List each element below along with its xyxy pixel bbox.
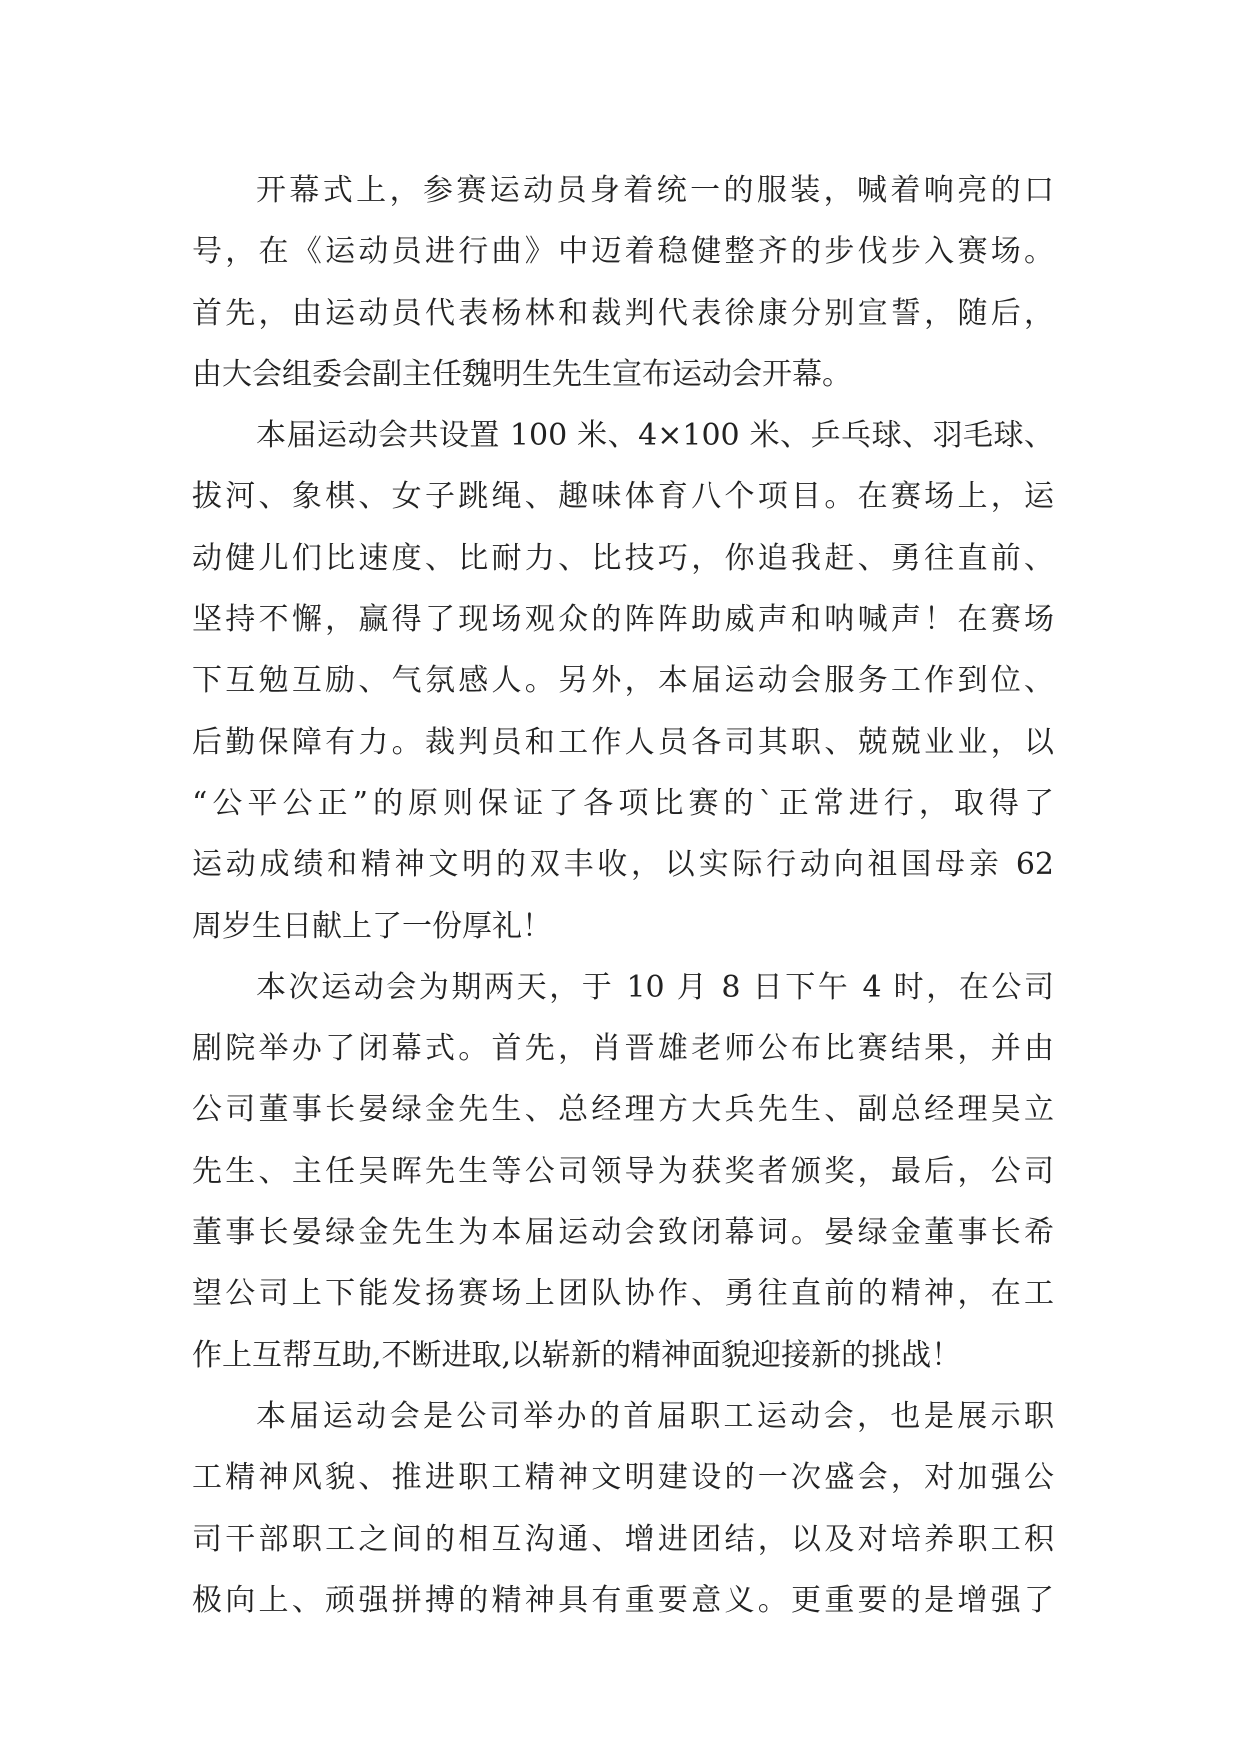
text-line: 后勤保障有力。裁判员和工作人员各司其职、兢兢业业，以: [192, 724, 1054, 760]
paragraph-closing-ceremony: [192, 957, 1054, 1386]
text-line: 望公司上下能发扬赛场上团队协作、勇往直前的精神，在工: [192, 1276, 1054, 1312]
text-line: 周岁生日献上了一份厚礼！: [192, 908, 552, 944]
text-line: 本次运动会为期两天，于 10 月 8 日下午 4 时，在公司: [256, 969, 1054, 1005]
text-line: 工精神风貌、推进职工精神文明建设的一次盛会，对加强公: [192, 1460, 1054, 1496]
paragraph-opening-ceremony: [192, 160, 1054, 405]
text-line: 先生、主任吴晖先生等公司领导为获奖者颁奖，最后，公司: [192, 1153, 1054, 1189]
text-line: 公司董事长晏绿金先生、总经理方大兵先生、副总经理吴立: [192, 1092, 1054, 1128]
paragraph-significance: [192, 1386, 1054, 1631]
text-line: 剧院举办了闭幕式。首先，肖晋雄老师公布比赛结果，并由: [192, 1031, 1054, 1067]
text-line: 首先，由运动员代表杨林和裁判代表徐康分别宣誓，随后，: [192, 295, 1054, 331]
text-line: 作上互帮互助,不断进取,以崭新的精神面貌迎接新的挑战！: [192, 1337, 962, 1373]
text-line: 开幕式上，参赛运动员身着统一的服装，喊着响亮的口: [256, 173, 1054, 208]
text-line: 司干部职工之间的相互沟通、增进团结，以及对培养职工积: [192, 1521, 1054, 1557]
text-line: 动健儿们比速度、比耐力、比技巧，你追我赶、勇往直前、: [192, 540, 1054, 576]
text-line: 本届运动会是公司举办的首届职工运动会，也是展示职: [256, 1398, 1054, 1434]
text-line: 下互勉互励、气氛感人。另外，本届运动会服务工作到位、: [192, 663, 1054, 699]
paragraph-events: [192, 405, 1054, 957]
text-line: “公平公正”的原则保证了各项比赛的`正常进行，取得了: [192, 785, 1054, 821]
text-line: 董事长晏绿金先生为本届运动会致闭幕词。晏绿金董事长希: [192, 1215, 1054, 1251]
document-body: [192, 160, 1054, 1631]
text-line: 本届运动会共设置 100 米、4×100 米、乒乓球、羽毛球、: [256, 418, 1054, 454]
text-line: 运动成绩和精神文明的双丰收，以实际行动向祖国母亲 62: [192, 847, 1054, 883]
text-line: 由大会组委会副主任魏明生先生宣布运动会开幕。: [192, 356, 852, 392]
text-line: 坚持不懈，赢得了现场观众的阵阵助威声和呐喊声！在赛场: [192, 602, 1054, 638]
text-line: 号，在《运动员进行曲》中迈着稳健整齐的步伐步入赛场。: [192, 234, 1054, 270]
text-line: 拔河、象棋、女子跳绳、趣味体育八个项目。在赛场上，运: [192, 479, 1054, 515]
text-line: 极向上、顽强拼搏的精神具有重要意义。更重要的是增强了: [192, 1582, 1054, 1618]
